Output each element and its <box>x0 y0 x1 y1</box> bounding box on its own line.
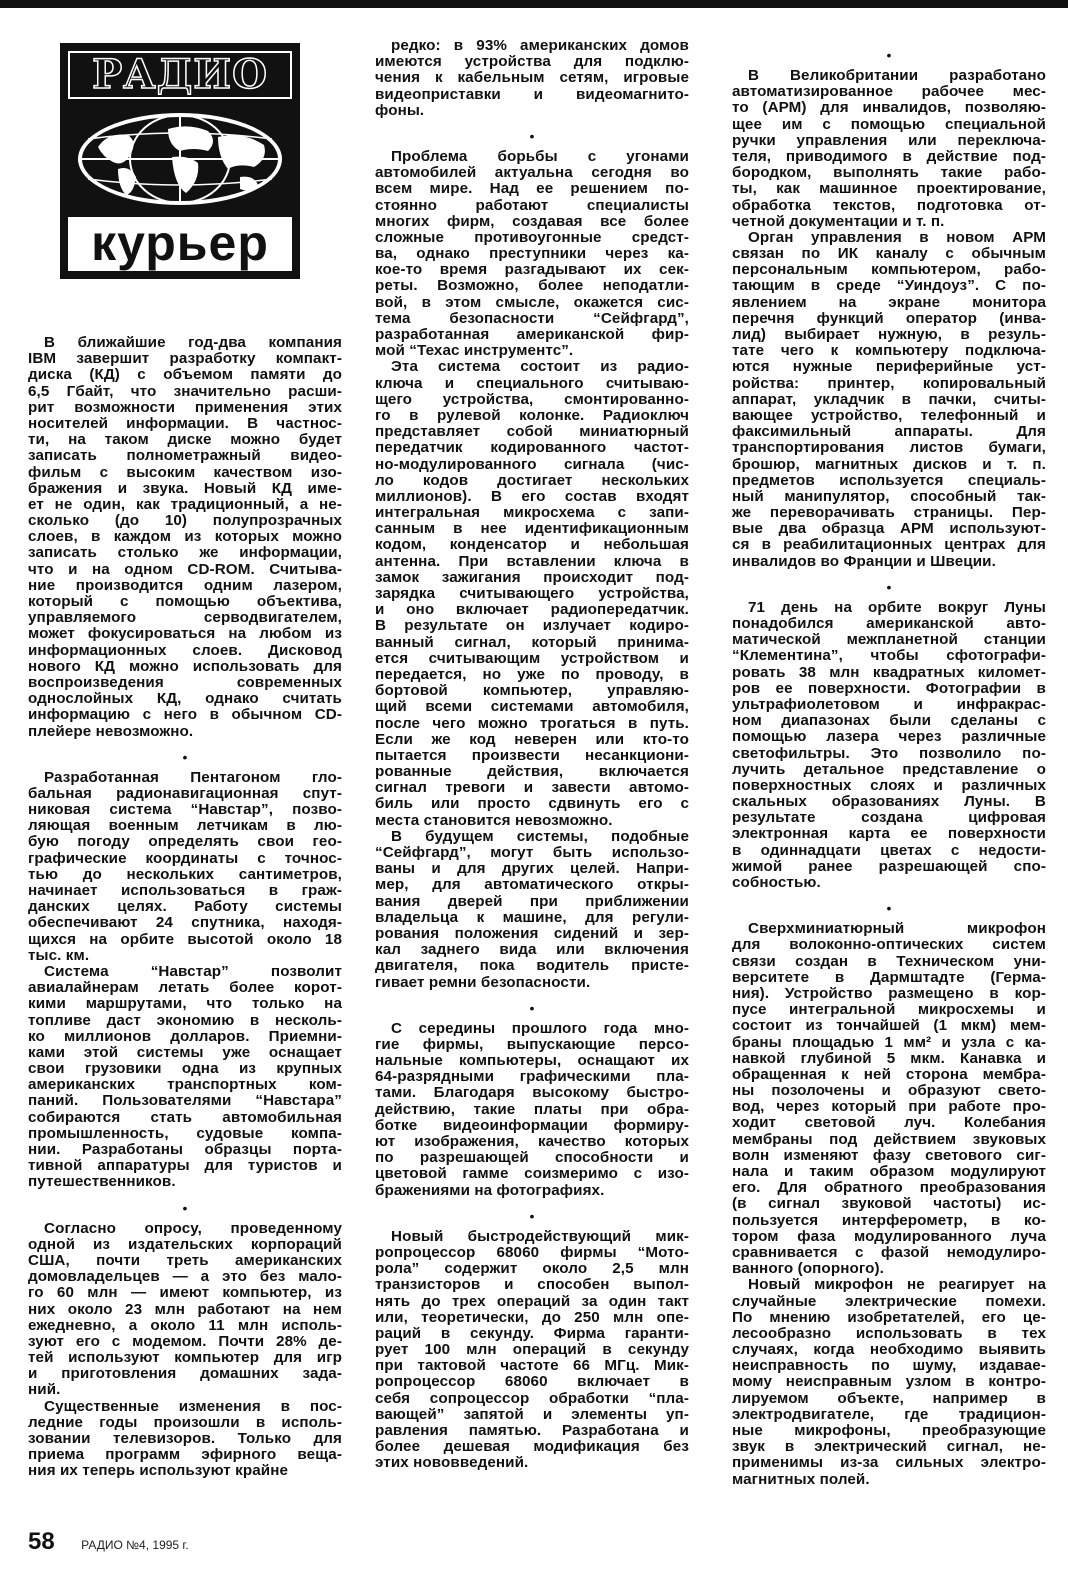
text-line: то (АРМ) для инвалидов, позволяю- <box>732 99 1046 117</box>
text-line: и оно включает радиопередатчик. <box>375 601 689 619</box>
paragraph <box>28 1221 342 1399</box>
text-line: действию, такие платы при обра- <box>375 1100 689 1118</box>
text-line: 71 день на орбите вокруг Луны <box>748 598 1046 616</box>
text-line: обработка текстов, подготовка от- <box>732 196 1046 214</box>
text-line: носителей информации. В частнос- <box>28 414 342 432</box>
text-line: ляющая военным летчикам в лю- <box>28 817 342 835</box>
text-line: гивает ремни безопасности. <box>375 973 591 991</box>
paragraph <box>732 68 1046 230</box>
text-line: ты, как машинное проектирование, <box>732 180 1046 198</box>
text-line: лид) выбирает нужную, в резуль- <box>732 326 1046 343</box>
text-line: предметов используется специаль- <box>732 471 1046 489</box>
text-line: теля, приводимого в действие под- <box>732 147 1046 165</box>
text-line: лесообразно использовать в тех <box>732 1324 1046 1342</box>
paragraph <box>732 230 1046 570</box>
text-line: гие фирмы, выпускающие персо- <box>375 1035 689 1053</box>
text-line: перечня функций оператор (инва- <box>732 309 1046 327</box>
text-line: зовании телевизоров. Только для <box>28 1430 342 1447</box>
text-line: нала и таким образом модулируют <box>732 1163 1046 1180</box>
text-line: звук в электрический сигнал, не- <box>732 1438 1046 1456</box>
text-line: ботке видеоинформации формиру- <box>375 1116 689 1134</box>
text-line: или, теоретически, до 250 млн опе- <box>375 1308 689 1326</box>
text-line: тающим в среде “Уиндоуз”. С по- <box>732 277 1046 295</box>
issue-info: РАДИО №4, 1995 г. <box>81 1538 189 1552</box>
text-line: передатчик кодированного частот- <box>375 439 689 457</box>
text-line: записать столько же информации, <box>28 544 342 562</box>
text-line: кал заднего вида или включения <box>375 941 689 959</box>
text-line: В Великобритании разработано <box>748 67 1046 84</box>
paragraph <box>375 1229 689 1472</box>
text-line: магнитных полей. <box>732 1470 870 1488</box>
text-line: себя сопроцессор обработки “пла- <box>375 1389 689 1407</box>
text-line: бортовой компьютер, управляю- <box>375 682 689 700</box>
text-line: вающей” запятой и элементы уп- <box>375 1405 689 1423</box>
article <box>732 48 1046 570</box>
text-line: миллионов). В его состав входят <box>375 487 689 505</box>
text-line: тыс. км. <box>28 946 90 964</box>
text-line: Новый микрофон не реагирует на <box>748 1276 1046 1294</box>
text-line: при тактовой частоте 66 МГц. Мик- <box>375 1357 689 1375</box>
text-line: в одиннадцати цветах с недости- <box>732 841 1046 859</box>
text-line: начинает использоваться в граж- <box>28 882 342 899</box>
text-line: передается, но уже по проводу, в <box>375 665 689 683</box>
text-line: В ближайшие год-два компания <box>44 334 342 351</box>
article <box>375 129 689 991</box>
text-line: кодом, конденсатор и небольшая <box>375 536 689 554</box>
text-line: ло кодов достигает нескольких <box>375 471 689 489</box>
paragraph <box>732 1277 1046 1487</box>
text-line: Система “Навстар” позволит <box>44 962 342 980</box>
article <box>375 38 689 119</box>
top-rule <box>0 0 1068 8</box>
text-line: ва, однако преступники через ка- <box>375 245 689 263</box>
text-line: аппарат, укладчик в пачки, считы- <box>732 390 1046 408</box>
text-line: авиалайнерам летать более корот- <box>28 979 342 997</box>
logo-subtitle: курьер <box>91 215 269 271</box>
text-line: тате чего к компьютеру подключа- <box>732 342 1046 360</box>
text-line: никовая система “Навстар”, позво- <box>28 801 342 819</box>
logo-title: РАДИО <box>92 51 268 98</box>
column-1 <box>28 335 342 1480</box>
text-line: них около 23 млн работают на нем <box>28 1300 342 1318</box>
text-line: ровать 38 млн квадратных километ- <box>732 663 1046 681</box>
text-line: ны позолочены и образуют свето- <box>732 1082 1046 1100</box>
text-line: мер, для автоматического откры- <box>375 876 689 894</box>
text-line: В будущем системы, подобные <box>391 827 689 845</box>
text-line: ти, на таком диске можно будет <box>28 431 342 449</box>
text-line: раций в секунду. Фирма гаранти- <box>375 1324 689 1342</box>
text-line: ледние годы произошли в исполь- <box>28 1413 342 1431</box>
text-line: обращенная к ней сторона мембра- <box>732 1065 1046 1083</box>
text-line: сложные противоугонные средст- <box>375 228 689 246</box>
text-line: 64-разрядными графическими пла- <box>375 1068 689 1086</box>
text-line: ключа и специального считываю- <box>375 374 689 392</box>
text-line: ния их теперь используют крайне <box>28 1462 289 1480</box>
globe-icon <box>68 107 292 211</box>
text-line: ванного (опорного). <box>732 1260 884 1278</box>
text-line: ют изображения, качество которых <box>375 1133 689 1150</box>
text-line: США, почти треть американских <box>28 1251 342 1269</box>
text-line: сколько (до 10) полупрозрачных <box>28 512 342 530</box>
text-line: бородком, выполнять такие рабо- <box>732 164 1046 182</box>
text-line: может фокусироваться на любом из <box>28 625 342 643</box>
text-line: чения к кабельным сетям, игровые <box>375 69 689 87</box>
text-line: бую погоду определять свои гео- <box>28 833 342 851</box>
text-line: фоны. <box>375 101 425 119</box>
text-line: го в рулевой колонке. Радиоключ <box>375 406 689 424</box>
text-line: домовладельцев — а это без мало- <box>28 1268 342 1286</box>
logo-title-panel <box>68 51 292 99</box>
text-line: вающее устройство, телефонный и <box>732 406 1046 424</box>
text-line: обеспечивают 24 спутника, находя- <box>28 914 342 932</box>
text-line: пользуется интерферометр, в ко- <box>732 1211 1046 1229</box>
text-line: волн изменяют фазу светового сиг- <box>732 1146 1046 1164</box>
text-line: ние производится одним лазером, <box>28 576 342 594</box>
text-line: явлением на экране монитора <box>732 293 1046 311</box>
text-line: редко: в 93% американских домов <box>391 37 689 54</box>
text-line: биль или просто сдвинуть его с <box>375 795 689 813</box>
text-line: электродвигателе, где традицион- <box>732 1405 1046 1423</box>
text-line: го 60 млн — имеют компьютер, из <box>28 1284 342 1302</box>
text-line: мембраны под действием звуковых <box>732 1130 1046 1148</box>
text-line: тором фаза модулированного луча <box>732 1227 1046 1245</box>
text-line: Эта система состоит из радио- <box>391 358 689 376</box>
text-line: же переворачивать страницы. Пер- <box>732 504 1046 522</box>
paragraph <box>732 600 1046 891</box>
paragraph <box>375 1021 689 1199</box>
text-line: информационных слоев. Дисковод <box>28 641 342 659</box>
text-line: рует 100 млн операций в секунду <box>375 1341 689 1359</box>
text-line: транзисторов и способен выпол- <box>375 1276 689 1294</box>
text-line: персональным компьютером, рабо- <box>732 261 1046 279</box>
text-line: рит возможности применения этих <box>28 398 342 416</box>
text-line: автоматизированное рабочее мес- <box>732 83 1046 101</box>
text-line: нять до трех операций за один такт <box>375 1292 689 1310</box>
text-line: после чего можно трогаться в путь. <box>375 714 689 732</box>
text-line: ропроцессор 68060 фирмы “Мото- <box>375 1243 689 1261</box>
text-line: нии. Разработаны образцы порта- <box>28 1141 342 1158</box>
text-line: жимой ранее разрешающей спо- <box>732 857 1046 875</box>
text-line: путешественников. <box>28 1173 176 1191</box>
text-line: пусе интегральной микросхемы и <box>732 1001 1046 1019</box>
text-line: ется считывающим устройством и <box>375 649 689 667</box>
text-line: применимы из-за сильных электро- <box>732 1454 1046 1472</box>
text-line: плейере невозможно. <box>28 722 194 740</box>
text-line: информацию с него в обычном CD- <box>28 706 342 724</box>
text-line: результате создана цифровая <box>732 809 1046 827</box>
text-line: транспортирования листов бумаги, <box>732 439 1046 457</box>
text-line: одной из издательских корпораций <box>28 1235 342 1253</box>
text-line: разработанная американской фир- <box>375 326 689 343</box>
text-line: ками этой системы уже оснащает <box>28 1043 342 1061</box>
text-line: для волоконно-оптических систем <box>732 936 1046 954</box>
text-line: вые два образца АРМ используют- <box>732 520 1046 538</box>
bullet-separator-icon: • <box>182 748 188 765</box>
text-line: воспроизведения современных <box>28 673 342 691</box>
text-line: фильм с высоким качеством изо- <box>28 463 342 481</box>
text-line: щихся на орбите высотой около 18 <box>28 930 342 948</box>
text-line: многих фирм, создавая все более <box>375 212 689 230</box>
bullet-separator-icon: • <box>886 900 892 917</box>
text-line: помощью лазера через различные <box>732 728 1046 746</box>
text-line: связи создан в Техническом уни- <box>732 952 1046 970</box>
text-line: однослойных КД, однако считать <box>28 690 342 708</box>
text-line: рованные действия, включается <box>375 763 689 781</box>
text-line: сигнал тревоги и завести автомо- <box>375 779 689 797</box>
text-line: щий всеми системами автомобиля, <box>375 698 689 716</box>
paragraph <box>28 1399 342 1480</box>
text-line: случаях, когда необходимо выявить <box>732 1341 1046 1359</box>
text-line: паний. Пользователями “Навстара” <box>28 1092 342 1110</box>
text-line: собностью. <box>732 874 821 891</box>
text-line: интегральная микросхема с запи- <box>375 504 689 522</box>
text-line: графические координаты с точнос- <box>28 849 342 867</box>
text-line: видеоприставки и видеомагнито- <box>375 85 689 103</box>
text-line: Орган управления в новом АРМ <box>748 228 1046 246</box>
text-line: ежедневно, а около 11 млн исполь- <box>28 1316 342 1334</box>
text-line: автомобилей актуальна сегодня во <box>375 164 689 182</box>
text-line: неисправность по шуму, издавае- <box>732 1357 1046 1375</box>
text-line: данских целях. Работу системы <box>28 898 342 916</box>
text-line: ройства: принтер, копировальный <box>732 374 1046 392</box>
article <box>28 335 342 740</box>
text-line: всем мире. Над ее решением по- <box>375 180 689 198</box>
text-line: но-модулированного сигнала (чис- <box>375 455 689 473</box>
text-line: щего устройства, смонтированно- <box>375 390 689 408</box>
paragraph <box>375 359 689 828</box>
bullet-separator-icon: • <box>886 47 892 63</box>
text-line: ся в реабилитационных центрах для <box>732 536 1046 554</box>
text-line: управляемого серводвигателем, <box>28 609 342 627</box>
text-line: и приготовления домашних зада- <box>28 1365 342 1383</box>
text-line: Разработанная Пентагоном гло- <box>44 768 342 786</box>
text-line: Проблема борьбы с угонами <box>391 147 689 165</box>
text-line: кими маршрутами, что только на <box>28 995 342 1013</box>
text-line: по разрешающей способности и <box>375 1149 689 1167</box>
text-line: нальные компьютеры, оснащают их <box>375 1052 689 1070</box>
text-line: По мнению изобретателей, его це- <box>732 1308 1046 1326</box>
text-line: антенна. При вставлении ключа в <box>375 552 689 570</box>
text-line: “Клементина”, чтобы сфотографи- <box>732 647 1046 665</box>
text-line: ет не один, как традиционный, а не- <box>28 495 342 513</box>
text-line: вод, через который при работе про- <box>732 1098 1046 1116</box>
article <box>732 580 1046 891</box>
paragraph <box>375 829 689 991</box>
text-line: тами. Благодаря высокому быстро- <box>375 1084 689 1102</box>
text-line: зуют его с модемом. Почти 28% де- <box>28 1332 342 1350</box>
text-line: записать полнометражный видео- <box>28 447 342 465</box>
text-line: ный манипулятор, способный так- <box>732 487 1046 505</box>
paragraph <box>375 149 689 359</box>
text-line: бальная радионавигационная спут- <box>28 784 342 802</box>
text-line: ном диапазонах были сделаны с <box>732 712 1046 730</box>
text-line: места становится невозможно. <box>375 811 613 829</box>
bullet-separator-icon: • <box>529 127 535 144</box>
text-line: реты. Возможно, более неподатли- <box>375 277 689 295</box>
text-line: ропроцессор 68060 включает в <box>375 1373 689 1391</box>
text-line: санным в нее идентификационным <box>375 520 689 538</box>
text-line: его. Для обратного преобразования <box>732 1179 1046 1197</box>
bullet-separator-icon: • <box>529 1207 535 1224</box>
text-line: С середины прошлого года мно- <box>391 1019 689 1037</box>
text-line: стоянно работают специалисты <box>375 196 689 214</box>
text-line: ний. <box>28 1381 61 1399</box>
text-line: вания дверей при приближении <box>375 892 689 910</box>
text-line: ные микрофоны, преобразующие <box>732 1422 1046 1439</box>
text-line: приема программ эфирного веща- <box>28 1446 342 1464</box>
text-line: что и на одном CD-ROM. Считыва- <box>28 560 342 578</box>
article <box>375 1209 689 1472</box>
text-line: рования положения сидений и зер- <box>375 924 689 942</box>
text-line: тей используют компьютер для игр <box>28 1349 342 1367</box>
text-line: лируемом объекте, например в <box>732 1389 1046 1407</box>
text-line: имеются устройства для подклю- <box>375 53 689 71</box>
text-line: кое-то время разгадывают их сек- <box>375 261 689 279</box>
text-line: пытается произвести несанкциони- <box>375 746 689 764</box>
article <box>375 1001 689 1199</box>
text-line: Существенные изменения в пос- <box>44 1397 342 1415</box>
text-line: IBM завершит разработку компакт- <box>28 350 342 368</box>
text-line: вой, в этом смысле, окажется сис- <box>375 293 689 311</box>
bullet-separator-icon: • <box>886 578 892 595</box>
text-line: электронная карта ее поверхности <box>732 825 1046 843</box>
text-line: американских транспортных ком- <box>28 1076 342 1094</box>
text-line: навкой глубиной 5 мкм. Канавка и <box>732 1049 1046 1067</box>
paragraph <box>28 335 342 740</box>
text-line: цветовой гамме соизмеримо с изо- <box>375 1165 689 1183</box>
page-footer <box>28 1528 189 1556</box>
text-line: инвалидов во Франции и Швеции. <box>732 552 996 570</box>
text-line: лучить детальное представление о <box>732 760 1046 778</box>
text-line: свои грузовики одна из крупных <box>28 1060 342 1078</box>
text-line: который с помощью объектива, <box>28 593 342 610</box>
text-line: этих нововведений. <box>375 1454 529 1472</box>
text-line: скальных образованиях Луны. В <box>732 793 1046 811</box>
text-line: ходит световой луч. Колебания <box>732 1114 1046 1132</box>
text-line: “Сейфгард”, могут быть использо- <box>375 844 689 861</box>
paragraph <box>732 921 1046 1277</box>
text-line: нового КД можно использовать для <box>28 657 342 675</box>
column-2 <box>375 38 689 1472</box>
paragraph <box>28 770 342 964</box>
page-number: 58 <box>28 1528 55 1555</box>
text-line: 6,5 Гбайт, что значительно расши- <box>28 382 342 400</box>
text-line: диска (КД) с объемом памяти до <box>28 366 342 384</box>
text-line: факсимильный аппараты. Для <box>732 423 1046 441</box>
text-line: матической межпланетной станции <box>732 631 1046 649</box>
text-line: ров ее поверхности. Фотографии в <box>732 679 1046 697</box>
text-line: бражениями на фотографиях. <box>375 1181 605 1199</box>
text-line: рола” содержит около 2,5 млн <box>375 1260 689 1278</box>
text-line: тема безопасности “Сейфгард”, <box>375 309 689 327</box>
text-line: браны площадью 1 мм² и узла с ка- <box>732 1033 1046 1051</box>
text-line: четной документации и т. п. <box>732 212 945 230</box>
text-line: мой “Техас инструментс”. <box>375 342 574 360</box>
text-line: сравнивается с фазой немодулиро- <box>732 1243 1046 1261</box>
text-line: (в сигнал звуковой частоты) ис- <box>732 1195 1046 1213</box>
text-line: слоев, в каждом из которых можно <box>28 528 342 546</box>
text-line: двигателя, пока водитель присте- <box>375 957 689 975</box>
text-line: понадобился американской авто- <box>732 615 1046 632</box>
logo-subtitle-panel <box>68 217 292 271</box>
text-line: мому неисправным узлом в контро- <box>732 1373 1046 1391</box>
bullet-separator-icon: • <box>182 1199 188 1216</box>
text-line: зарядка считывающего устройства, <box>375 585 689 602</box>
text-line: В результате он излучает кодиро- <box>375 617 689 635</box>
text-line: связан по ИК каналу с обычным <box>732 245 1046 263</box>
text-line: ния). Устройство размещено в кор- <box>732 984 1046 1002</box>
column-3 <box>732 38 1046 1488</box>
text-line: верситете в Дармштадте (Герма- <box>732 968 1046 986</box>
text-line: замок зажигания происходит под- <box>375 568 689 586</box>
text-line: щее им с помощью специальной <box>732 115 1046 133</box>
text-line: светофильтры. Это позволило по- <box>732 744 1046 762</box>
text-line: ванный сигнал, который принима- <box>375 633 689 651</box>
text-line: Если же код неверен или кто-то <box>375 730 689 748</box>
bullet-separator-icon: • <box>529 999 535 1016</box>
text-line: состоит из тончайшей (1 мкм) мем- <box>732 1017 1046 1035</box>
text-line: ваны и для других целей. Напри- <box>375 860 689 878</box>
text-line: тивной аппаратуры для туристов и <box>28 1157 342 1175</box>
article <box>28 1201 342 1480</box>
radio-kurier-logo <box>60 43 300 279</box>
text-line: топливе даст экономию в несколь- <box>28 1011 342 1029</box>
text-line: собираются стать автомобильная <box>28 1108 342 1126</box>
text-line: случайные электрические помехи. <box>732 1292 1046 1310</box>
text-line: Согласно опросу, проведенному <box>44 1219 342 1237</box>
text-line: ются нужные периферийные уст- <box>732 358 1046 376</box>
text-line: равления памятью. Разработана и <box>375 1422 689 1439</box>
text-line: ультрафиолетовом и инфракрас- <box>732 695 1046 713</box>
text-line: тью до нескольких сантиметров, <box>28 865 342 883</box>
text-line: владельца к машине, для регули- <box>375 908 689 926</box>
paragraph <box>375 38 689 119</box>
text-line: Новый быстродействующий мик- <box>391 1227 689 1245</box>
text-line: ручки управления или переключа- <box>732 131 1046 149</box>
text-line: брошюр, магнитных дисков и т. п. <box>732 455 1046 473</box>
paragraph <box>28 964 342 1191</box>
article <box>732 901 1046 1488</box>
text-line: бражения и звука. Новый КД име- <box>28 479 342 497</box>
text-line: ко миллионов долларов. Приемни- <box>28 1027 342 1045</box>
text-line: представляет собой миниатюрный <box>375 423 689 441</box>
text-line: более дешевая модификация без <box>375 1438 689 1456</box>
text-line: промышленность, судовые компа- <box>28 1124 342 1142</box>
text-line: поверхностных слоях и различных <box>732 776 1046 794</box>
article <box>28 750 342 1191</box>
text-line: Сверхминиатюрный микрофон <box>748 920 1046 938</box>
